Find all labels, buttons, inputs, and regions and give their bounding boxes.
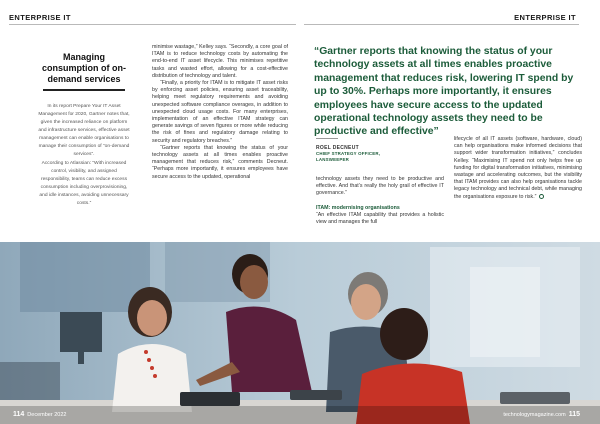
pull-quote: “Gartner reports that knowing the status of your technology assets at all times enables proactive management that reduces risk, lowering IT spend by up to 30%. Perhaps more importantly, it ensures employees have secure access to the updated operational technology assets they need to be productive and effective” <box>314 46 574 138</box>
body-paragraph: “Gartner reports that knowing the status of your technology assets at all times enables proactive management that reduces risk,” comments Decneut. “Perhaps more importantly, it ensures employees have secure access to the updated, operational <box>152 144 288 180</box>
sidebar-title: Managing consumption of on-demand services <box>42 52 126 84</box>
header-rule-right <box>304 24 579 25</box>
section-subhead: ITAM: modernising organisations <box>316 204 400 211</box>
folio-right <box>503 411 580 418</box>
running-head-left: ENTERPRISE IT <box>9 13 71 22</box>
sidebar-box <box>37 52 131 209</box>
quote-attribution-name: ROEL DECNEUT <box>316 145 359 151</box>
page-number-left: 114 <box>13 411 25 418</box>
quote-rule <box>316 138 338 139</box>
body-paragraph: technology assets they need to be productive and effective. And that’s really the holy grail of effective IT governance.” <box>316 176 444 197</box>
running-head-right: ENTERPRISE IT <box>514 13 576 22</box>
issue-date: December 2022 <box>27 412 67 418</box>
folio-left <box>13 411 66 418</box>
office-team-illustration <box>0 242 600 424</box>
body-paragraph: “Finally, a priority for ITAM is to mitigate IT asset risks by enforcing asset policies, ensuring asset traceability, helping meet regulatory requirements and avoiding unexpected software compliance overages, in addition to unexpected cloud usage costs. For many enterprises, implementation of an effective ITAM strategy can generate savings of seven figures or more while reducing the risk of fines and regulatory damage relating to security and regulatory breaches.” <box>152 80 288 144</box>
body-column-middle <box>316 176 444 226</box>
header-rule-left <box>9 24 296 25</box>
body-paragraph: minimise wastage,” Kelley says. “Secondly, a core goal of ITAM is to reduce technology costs by automating the end-to-end IT asset lifecycle. This minimises repetitive tasks and wasted effort, allowing for a cost-effective distribution of technology and talent. <box>152 44 288 79</box>
page-number-right: 115 <box>568 411 580 418</box>
sidebar-paragraph: According to Atlassian: “With increased control, visibility, and assigned responsibility, teams can reduce excess consumption including overprovisioning, and idle instances, avoiding unnecessary costs.” <box>39 160 129 206</box>
body-column-left <box>152 44 288 181</box>
quote-attribution-role: CHIEF STRATEGY OFFICER, LANSWEEPER <box>316 151 381 162</box>
body-paragraph <box>454 136 582 201</box>
body-column-right <box>454 136 582 201</box>
body-text: lifecycle of all IT assets (software, hardware, cloud) can help organisations make informed decisions that support wider transformation initiatives,” concludes Kelley. “Maximising IT spend not only helps free up funding for digital transformation initiatives, minimising wastage and accelerating outcomes, but the visibility that ITAM provides can also help organisations tackle legacy technology and technical debt, while managing the organisations exposure to risk.” <box>454 136 582 200</box>
feature-photo <box>0 242 600 424</box>
body-paragraph: “An effective ITAM capability that provides a holistic view and manages the full <box>316 211 444 226</box>
end-of-article-icon <box>539 194 544 199</box>
sidebar-paragraph: In its report Prepare Your IT Asset Management for 2020, Gartner notes that, given the increased reliance on platform and infrastructure services, effective asset management can enable organisations to manage their consumption of “on-demand services”. <box>38 103 130 157</box>
site-url: technologymagazine.com <box>503 412 566 418</box>
sidebar-rule <box>43 89 125 91</box>
